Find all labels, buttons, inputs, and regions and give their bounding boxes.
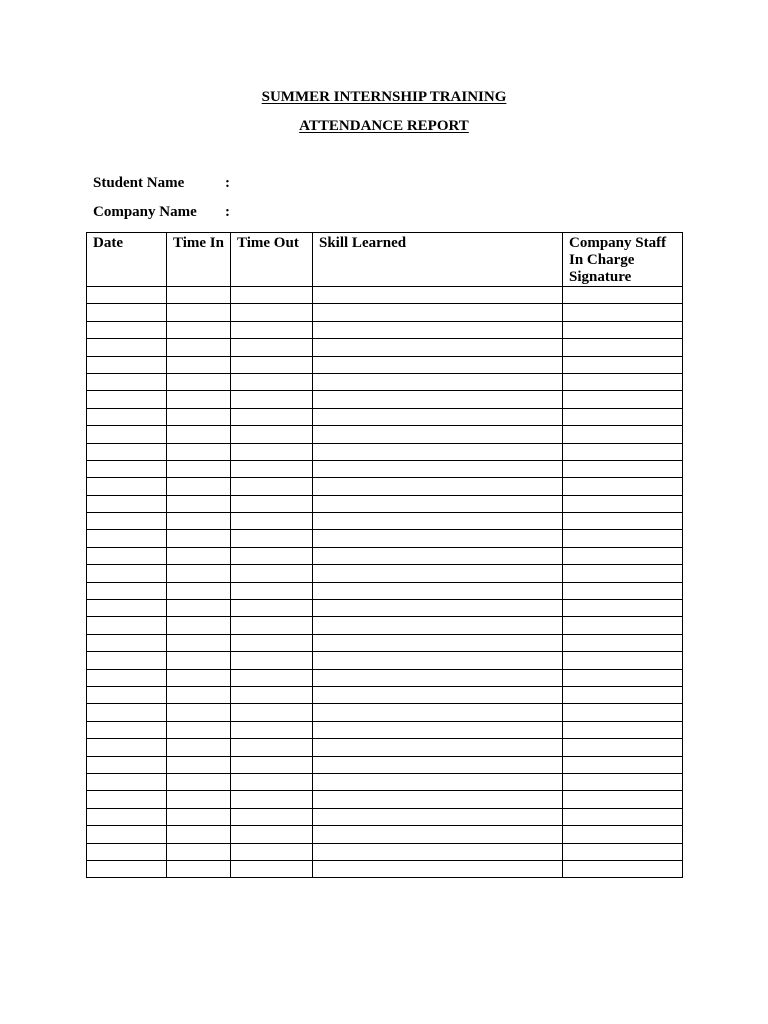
table-row [87, 443, 683, 460]
table-cell-signature[interactable] [563, 843, 683, 860]
table-cell-skill-learned[interactable] [313, 426, 563, 443]
table-row [87, 756, 683, 773]
table-cell-time-in[interactable] [167, 495, 231, 512]
table-cell-date[interactable] [87, 582, 167, 599]
table-cell-time-in[interactable] [167, 652, 231, 669]
table-cell-time-in[interactable] [167, 513, 231, 530]
table-cell-time-out[interactable] [231, 652, 313, 669]
table-cell-signature[interactable] [563, 669, 683, 686]
table-row [87, 339, 683, 356]
table-cell-time-in[interactable] [167, 791, 231, 808]
table-cell-date[interactable] [87, 321, 167, 338]
table-row [87, 495, 683, 512]
table-row [87, 373, 683, 390]
table-cell-signature[interactable] [563, 773, 683, 790]
table-cell-signature[interactable] [563, 721, 683, 738]
table-cell-time-out[interactable] [231, 634, 313, 651]
table-cell-time-out[interactable] [231, 304, 313, 321]
table-cell-time-in[interactable] [167, 704, 231, 721]
table-cell-signature[interactable] [563, 304, 683, 321]
table-row [87, 686, 683, 703]
table-cell-time-out[interactable] [231, 739, 313, 756]
table-cell-time-in[interactable] [167, 756, 231, 773]
table-cell-time-out[interactable] [231, 443, 313, 460]
table-cell-skill-learned[interactable] [313, 287, 563, 304]
table-cell-time-in[interactable] [167, 478, 231, 495]
table-cell-signature[interactable] [563, 652, 683, 669]
table-cell-time-out[interactable] [231, 600, 313, 617]
table-cell-time-in[interactable] [167, 808, 231, 825]
table-cell-time-in[interactable] [167, 373, 231, 390]
table-row [87, 791, 683, 808]
table-cell-skill-learned[interactable] [313, 565, 563, 582]
table-cell-signature[interactable] [563, 547, 683, 564]
table-cell-skill-learned[interactable] [313, 373, 563, 390]
table-row [87, 843, 683, 860]
table-cell-time-in[interactable] [167, 304, 231, 321]
table-cell-time-out[interactable] [231, 547, 313, 564]
table-cell-skill-learned[interactable] [313, 704, 563, 721]
table-cell-time-out[interactable] [231, 460, 313, 477]
table-cell-signature[interactable] [563, 513, 683, 530]
table-cell-time-in[interactable] [167, 565, 231, 582]
column-header-time-out: Time Out [231, 233, 313, 287]
table-cell-time-in[interactable] [167, 426, 231, 443]
table-cell-time-in[interactable] [167, 339, 231, 356]
table-cell-signature[interactable] [563, 408, 683, 425]
table-row [87, 860, 683, 877]
table-cell-signature[interactable] [563, 287, 683, 304]
table-cell-time-in[interactable] [167, 530, 231, 547]
table-cell-date[interactable] [87, 565, 167, 582]
table-cell-time-out[interactable] [231, 513, 313, 530]
table-cell-skill-learned[interactable] [313, 773, 563, 790]
table-cell-date[interactable] [87, 547, 167, 564]
table-cell-skill-learned[interactable] [313, 460, 563, 477]
table-row [87, 808, 683, 825]
table-cell-date[interactable] [87, 287, 167, 304]
table-cell-date[interactable] [87, 530, 167, 547]
table-cell-skill-learned[interactable] [313, 634, 563, 651]
table-cell-signature[interactable] [563, 426, 683, 443]
table-cell-time-out[interactable] [231, 756, 313, 773]
table-cell-signature[interactable] [563, 373, 683, 390]
student-name-label: Student Name [93, 175, 185, 191]
table-row [87, 356, 683, 373]
table-cell-date[interactable] [87, 739, 167, 756]
table-cell-time-out[interactable] [231, 339, 313, 356]
table-cell-time-in[interactable] [167, 826, 231, 843]
table-cell-time-out[interactable] [231, 287, 313, 304]
table-cell-date[interactable] [87, 634, 167, 651]
table-cell-skill-learned[interactable] [313, 408, 563, 425]
table-cell-signature[interactable] [563, 391, 683, 408]
table-cell-date[interactable] [87, 426, 167, 443]
table-row [87, 634, 683, 651]
table-row [87, 408, 683, 425]
table-cell-date[interactable] [87, 495, 167, 512]
table-row [87, 304, 683, 321]
student-name-colon: : [225, 175, 230, 191]
table-row [87, 478, 683, 495]
table-cell-time-in[interactable] [167, 460, 231, 477]
table-cell-time-in[interactable] [167, 547, 231, 564]
table-cell-signature[interactable] [563, 634, 683, 651]
table-cell-date[interactable] [87, 478, 167, 495]
table-cell-time-out[interactable] [231, 495, 313, 512]
table-cell-date[interactable] [87, 373, 167, 390]
table-cell-skill-learned[interactable] [313, 686, 563, 703]
table-cell-date[interactable] [87, 669, 167, 686]
table-cell-date[interactable] [87, 756, 167, 773]
table-cell-skill-learned[interactable] [313, 582, 563, 599]
table-cell-time-out[interactable] [231, 773, 313, 790]
attendance-table [86, 232, 683, 878]
column-header-time-in: Time In [167, 233, 231, 287]
table-cell-time-out[interactable] [231, 791, 313, 808]
table-cell-date[interactable] [87, 860, 167, 877]
table-cell-time-in[interactable] [167, 721, 231, 738]
table-row [87, 391, 683, 408]
column-header-signature: Company Staff In Charge Signature [563, 233, 683, 287]
table-cell-time-out[interactable] [231, 843, 313, 860]
table-header-row [87, 233, 683, 287]
table-cell-date[interactable] [87, 460, 167, 477]
table-cell-signature[interactable] [563, 356, 683, 373]
table-body [87, 287, 683, 878]
table-cell-skill-learned[interactable] [313, 617, 563, 634]
table-cell-date[interactable] [87, 617, 167, 634]
table-cell-time-in[interactable] [167, 860, 231, 877]
table-cell-time-out[interactable] [231, 356, 313, 373]
table-cell-time-out[interactable] [231, 669, 313, 686]
table-cell-skill-learned[interactable] [313, 304, 563, 321]
table-cell-date[interactable] [87, 408, 167, 425]
table-row [87, 582, 683, 599]
table-cell-time-out[interactable] [231, 704, 313, 721]
table-cell-skill-learned[interactable] [313, 791, 563, 808]
table-cell-time-out[interactable] [231, 530, 313, 547]
table-cell-date[interactable] [87, 721, 167, 738]
table-row [87, 426, 683, 443]
table-row [87, 721, 683, 738]
table-cell-skill-learned[interactable] [313, 356, 563, 373]
table-cell-time-out[interactable] [231, 478, 313, 495]
table-cell-signature[interactable] [563, 582, 683, 599]
table-row [87, 617, 683, 634]
table-cell-date[interactable] [87, 826, 167, 843]
table-cell-time-out[interactable] [231, 565, 313, 582]
table-cell-date[interactable] [87, 600, 167, 617]
company-name-colon: : [225, 204, 230, 220]
table-cell-signature[interactable] [563, 791, 683, 808]
table-cell-skill-learned[interactable] [313, 443, 563, 460]
table-cell-time-out[interactable] [231, 808, 313, 825]
table-cell-signature[interactable] [563, 860, 683, 877]
table-cell-skill-learned[interactable] [313, 756, 563, 773]
table-cell-time-out[interactable] [231, 321, 313, 338]
table-cell-signature[interactable] [563, 756, 683, 773]
table-cell-date[interactable] [87, 808, 167, 825]
table-row [87, 826, 683, 843]
table-cell-skill-learned[interactable] [313, 530, 563, 547]
table-cell-time-in[interactable] [167, 686, 231, 703]
table-row [87, 547, 683, 564]
table-cell-skill-learned[interactable] [313, 669, 563, 686]
table-cell-signature[interactable] [563, 460, 683, 477]
table-cell-time-in[interactable] [167, 739, 231, 756]
table-cell-time-in[interactable] [167, 634, 231, 651]
table-row [87, 513, 683, 530]
table-cell-signature[interactable] [563, 617, 683, 634]
table-cell-time-in[interactable] [167, 287, 231, 304]
table-cell-date[interactable] [87, 686, 167, 703]
column-header-date: Date [87, 233, 167, 287]
table-row [87, 460, 683, 477]
table-row [87, 704, 683, 721]
table-cell-skill-learned[interactable] [313, 652, 563, 669]
table-cell-skill-learned[interactable] [313, 547, 563, 564]
table-cell-skill-learned[interactable] [313, 808, 563, 825]
table-cell-skill-learned[interactable] [313, 826, 563, 843]
table-cell-date[interactable] [87, 513, 167, 530]
table-cell-time-in[interactable] [167, 443, 231, 460]
table-cell-skill-learned[interactable] [313, 843, 563, 860]
table-row [87, 287, 683, 304]
table-cell-time-in[interactable] [167, 843, 231, 860]
document-subtitle: ATTENDANCE REPORT [299, 118, 469, 134]
table-cell-time-in[interactable] [167, 321, 231, 338]
table-cell-time-out[interactable] [231, 373, 313, 390]
table-cell-date[interactable] [87, 843, 167, 860]
table-cell-time-in[interactable] [167, 617, 231, 634]
table-cell-skill-learned[interactable] [313, 391, 563, 408]
table-cell-signature[interactable] [563, 565, 683, 582]
table-cell-date[interactable] [87, 652, 167, 669]
table-cell-time-in[interactable] [167, 356, 231, 373]
table-cell-skill-learned[interactable] [313, 721, 563, 738]
table-cell-signature[interactable] [563, 739, 683, 756]
table-cell-signature[interactable] [563, 495, 683, 512]
table-cell-time-out[interactable] [231, 860, 313, 877]
table-row [87, 669, 683, 686]
table-cell-signature[interactable] [563, 808, 683, 825]
table-row [87, 321, 683, 338]
table-row [87, 739, 683, 756]
table-cell-date[interactable] [87, 391, 167, 408]
table-row [87, 565, 683, 582]
table-cell-date[interactable] [87, 773, 167, 790]
company-name-label: Company Name [93, 204, 197, 220]
table-cell-signature[interactable] [563, 530, 683, 547]
table-cell-signature[interactable] [563, 704, 683, 721]
table-cell-skill-learned[interactable] [313, 513, 563, 530]
table-cell-signature[interactable] [563, 826, 683, 843]
table-cell-time-out[interactable] [231, 391, 313, 408]
table-cell-signature[interactable] [563, 600, 683, 617]
table-cell-skill-learned[interactable] [313, 860, 563, 877]
table-cell-time-in[interactable] [167, 582, 231, 599]
column-header-skill-learned: Skill Learned [313, 233, 563, 287]
table-cell-time-out[interactable] [231, 408, 313, 425]
table-cell-signature[interactable] [563, 443, 683, 460]
table-cell-date[interactable] [87, 304, 167, 321]
table-cell-signature[interactable] [563, 686, 683, 703]
table-cell-time-out[interactable] [231, 686, 313, 703]
table-cell-signature[interactable] [563, 339, 683, 356]
table-cell-time-in[interactable] [167, 391, 231, 408]
table-cell-skill-learned[interactable] [313, 739, 563, 756]
table-cell-skill-learned[interactable] [313, 321, 563, 338]
table-cell-time-in[interactable] [167, 773, 231, 790]
table-row [87, 530, 683, 547]
table-cell-time-in[interactable] [167, 408, 231, 425]
table-cell-time-out[interactable] [231, 826, 313, 843]
table-cell-signature[interactable] [563, 321, 683, 338]
table-cell-date[interactable] [87, 443, 167, 460]
table-cell-time-out[interactable] [231, 617, 313, 634]
table-cell-time-in[interactable] [167, 669, 231, 686]
document-title: SUMMER INTERNSHIP TRAINING [261, 89, 507, 105]
table-cell-time-in[interactable] [167, 600, 231, 617]
table-cell-skill-learned[interactable] [313, 600, 563, 617]
table-cell-time-out[interactable] [231, 582, 313, 599]
table-cell-time-out[interactable] [231, 426, 313, 443]
table-cell-date[interactable] [87, 791, 167, 808]
table-cell-skill-learned[interactable] [313, 339, 563, 356]
table-cell-date[interactable] [87, 704, 167, 721]
table-cell-signature[interactable] [563, 478, 683, 495]
table-cell-skill-learned[interactable] [313, 478, 563, 495]
table-row [87, 600, 683, 617]
table-cell-time-out[interactable] [231, 721, 313, 738]
table-row [87, 773, 683, 790]
table-cell-date[interactable] [87, 339, 167, 356]
table-cell-skill-learned[interactable] [313, 495, 563, 512]
table-cell-date[interactable] [87, 356, 167, 373]
table-row [87, 652, 683, 669]
